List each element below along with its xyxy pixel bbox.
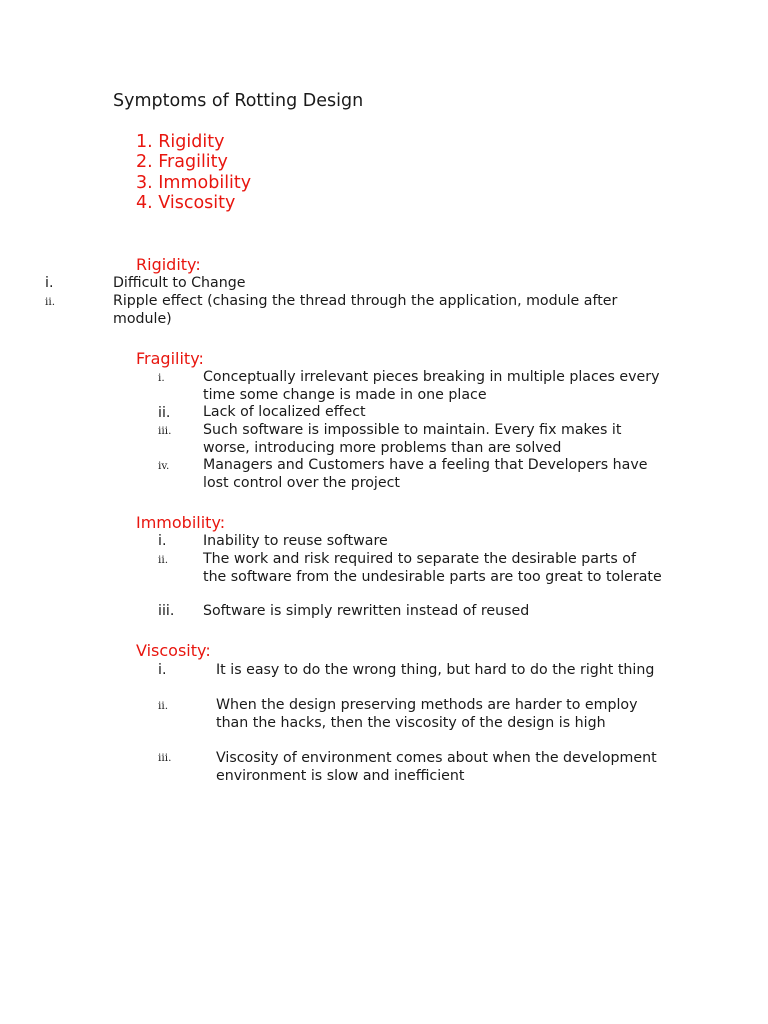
list-item-text: The work and risk required to separate the desirable parts of the software from the undesirable parts are too great to tolerate: [203, 551, 662, 585]
list-numeral: ii.: [45, 296, 56, 308]
section-heading-fragility: Fragility:: [136, 349, 204, 368]
list-numeral: i.: [45, 275, 54, 291]
list-numeral: i.: [158, 533, 167, 549]
list-item-text: Viscosity of environment comes about when the development environment is slow and inefficient: [216, 750, 657, 784]
summary-item-immobility: 3. Immobility: [136, 173, 252, 193]
list-numeral: ii.: [158, 405, 171, 421]
section-heading-immobility: Immobility:: [136, 513, 226, 532]
list-item-text: Inability to reuse software: [203, 533, 388, 549]
section-heading-rigidity: Rigidity:: [136, 255, 201, 274]
list-numeral: i.: [158, 662, 167, 678]
page-title: Symptoms of Rotting Design: [113, 91, 364, 111]
summary-item-fragility: 2. Fragility: [136, 152, 228, 172]
list-numeral: iii.: [158, 425, 172, 437]
list-item-text: Software is simply rewritten instead of reused: [203, 603, 530, 619]
list-numeral: iv.: [158, 460, 170, 472]
section-heading-viscosity: Viscosity:: [136, 641, 211, 660]
list-numeral: iii.: [158, 603, 175, 619]
list-item-text: Such software is impossible to maintain. Every fix makes it worse, introducing more problems than are solved: [203, 422, 622, 456]
list-item-text: Difficult to Change: [113, 275, 246, 291]
list-item-text: When the design preserving methods are harder to employ than the hacks, then the viscosity of the design is high: [216, 697, 638, 731]
list-item-text: Ripple effect (chasing the thread through the application, module after module): [113, 293, 618, 327]
list-item-text: Managers and Customers have a feeling that Developers have lost control over the project: [203, 457, 648, 491]
list-item-text: It is easy to do the wrong thing, but hard to do the right thing: [216, 662, 655, 678]
list-item-text: Lack of localized effect: [203, 404, 366, 420]
list-numeral: i.: [158, 372, 165, 384]
list-numeral: iii.: [158, 752, 172, 764]
list-item-text: Conceptually irrelevant pieces breaking in multiple places every time some change is made in one place: [203, 369, 660, 403]
summary-item-rigidity: 1. Rigidity: [136, 132, 225, 152]
list-numeral: ii.: [158, 554, 169, 566]
list-numeral: ii.: [158, 700, 169, 712]
summary-item-viscosity: 4. Viscosity: [136, 193, 236, 213]
